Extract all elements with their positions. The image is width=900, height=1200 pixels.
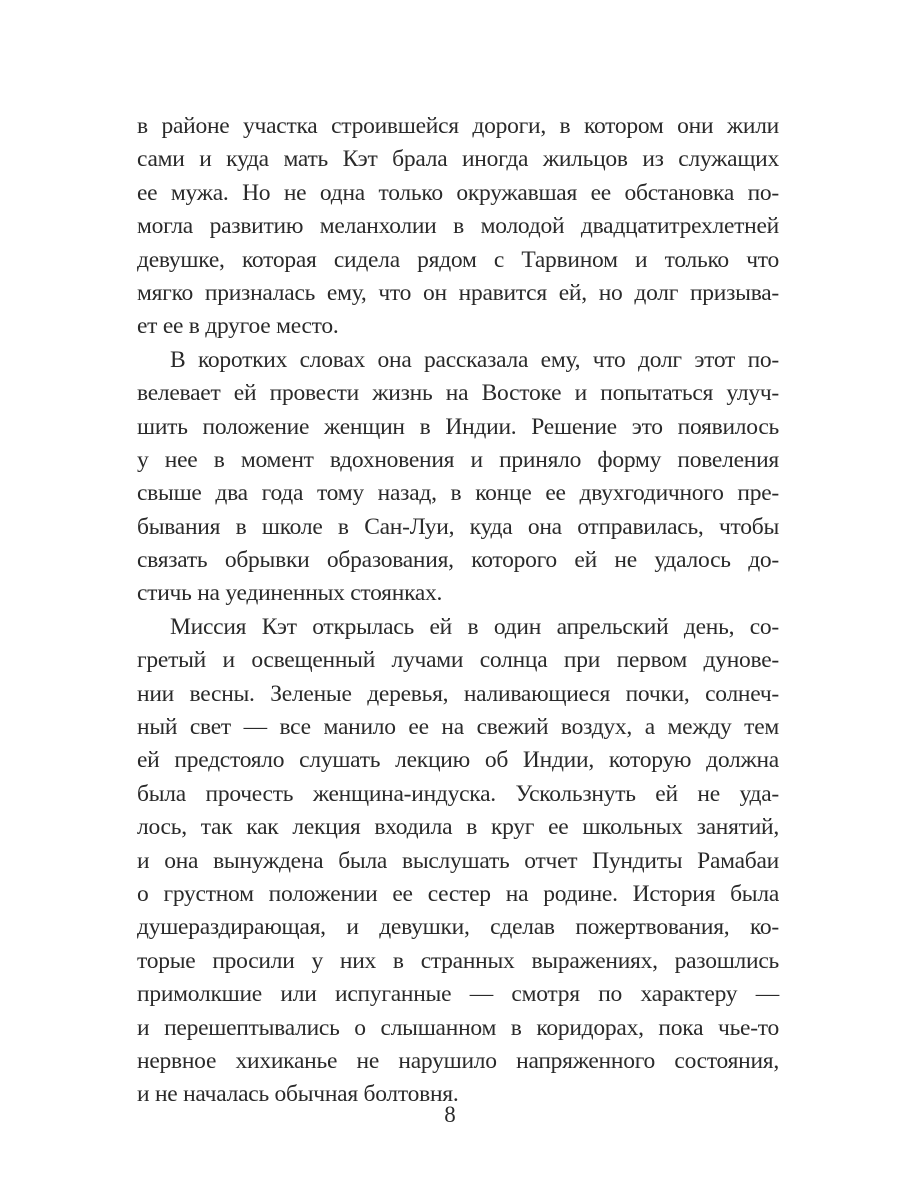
text-line: и не началась обычная болтовня. xyxy=(137,1081,459,1108)
page-body xyxy=(137,110,779,1112)
text-line: могла развитию меланхолии в молодой двадцатитрехлетней xyxy=(137,213,779,240)
text-line: гретый и освещенный лучами солнца при первом дунове- xyxy=(137,647,779,674)
text-line: лось, так как лекция входила в круг ее школьных занятий, xyxy=(137,814,779,841)
text-line: торые просили у них в странных выражениях, разошлись xyxy=(137,947,779,974)
text-line: ее мужа. Но не одна только окружавшая ее обстановка по- xyxy=(137,179,779,206)
paragraph xyxy=(137,344,779,611)
text-line: мягко призналась ему, что он нравится ей, но долг призыва- xyxy=(137,279,779,306)
text-line: в районе участка строившейся дороги, в котором они жили xyxy=(137,113,779,139)
text-line: о грустном положении ее сестер на родине. История была xyxy=(137,880,779,907)
text-line: и перешептывались о слышанном в коридорах, пока чье-то xyxy=(137,1014,779,1041)
text-line: примолкшие или испуганные — смотря по характеру — xyxy=(137,981,779,1008)
text-line: В коротких словах она рассказала ему, что долг этот по- xyxy=(170,346,779,373)
text-line: девушке, которая сидела рядом с Тарвином и только что xyxy=(137,246,779,273)
text-line: связать обрывки образования, которого ей не удалось до- xyxy=(137,547,779,574)
text-line: нии весны. Зеленые деревья, наливающиеся почки, солнеч- xyxy=(137,680,779,707)
text-line: и она вынуждена была выслушать отчет Пундиты Рамабаи xyxy=(137,847,779,874)
page-number: 8 xyxy=(444,1102,456,1127)
text-line: ет ее в другое место. xyxy=(137,313,339,340)
paragraph xyxy=(137,110,779,344)
text-line: душераздирающая, и девушки, сделав пожертвования, ко- xyxy=(137,914,779,941)
text-line: велевает ей провести жизнь на Востоке и попытаться улуч- xyxy=(137,380,779,407)
paragraph xyxy=(137,611,779,1112)
text-line: шить положение женщин в Индии. Решение это появилось xyxy=(137,413,779,440)
text-line: ей предстояло слушать лекцию об Индии, которую должна xyxy=(137,747,779,774)
text-line: стичь на уединенных стоянках. xyxy=(137,580,443,607)
text-line: бывания в школе в Сан-Луи, куда она отправилась, чтобы xyxy=(137,513,779,540)
text-line: была прочесть женщина-индуска. Ускользнуть ей не уда- xyxy=(137,780,779,807)
text-line: нервное хихиканье не нарушило напряженного состояния, xyxy=(137,1047,779,1074)
text-line: Миссия Кэт открылась ей в один апрельский день, со- xyxy=(170,613,779,640)
text-line: сами и куда мать Кэт брала иногда жильцов из служащих xyxy=(137,146,779,173)
text-line: ный свет — все манило ее на свежий воздух, а между тем xyxy=(137,714,779,741)
text-line: свыше два года тому назад, в конце ее двухгодичного пре- xyxy=(137,480,779,507)
text-line: у нее в момент вдохновения и приняло форму повеления xyxy=(137,446,779,473)
